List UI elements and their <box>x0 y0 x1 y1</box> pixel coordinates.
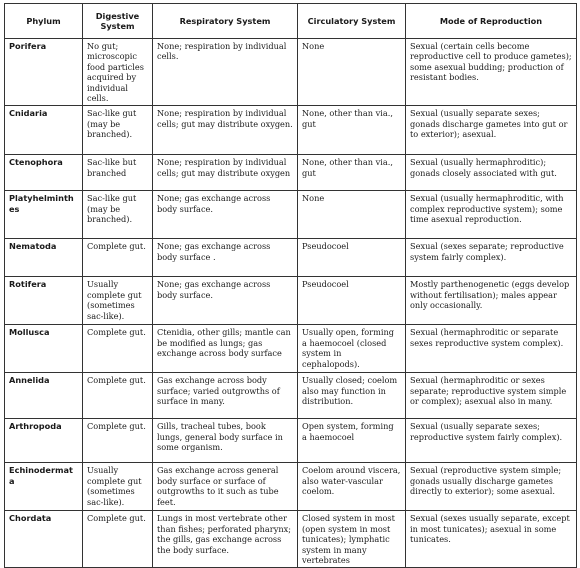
cell-reproduction: Sexual (certain cells become reproductive cell to produce gametes); some asexual budding; production of resistant bodies. <box>406 39 577 106</box>
cell-reproduction: Sexual (usually separate sexes; reproductive system fairly complex). <box>406 419 577 463</box>
phylum-comparison-table <box>4 3 577 568</box>
cell-respiratory: Gills, tracheal tubes, book lungs, general body surface in some organism. <box>153 419 298 463</box>
cell-reproduction: Sexual (hermaphroditic or sexes separate; reproductive system simple or complex); asexual also in many. <box>406 373 577 419</box>
header-circulatory-system: Circulatory System <box>298 4 406 39</box>
table-row <box>5 191 577 239</box>
cell-circulatory: Closed system in most (open system in most tunicates); lymphatic system in many vertebrates <box>298 511 406 568</box>
cell-reproduction: Mostly parthenogenetic (eggs develop without fertilisation); males appear only occasionally. <box>406 277 577 325</box>
cell-phylum: Chordata <box>5 511 83 568</box>
header-phylum: Phylum <box>5 4 83 39</box>
cell-reproduction: Sexual (usually hermaphroditic, with complex reproductive system); some time asexual reproduction. <box>406 191 577 239</box>
table-row <box>5 419 577 463</box>
header-digestive-system: Digestive System <box>83 4 153 39</box>
table-row <box>5 106 577 155</box>
table-row <box>5 511 577 568</box>
cell-circulatory: None <box>298 39 406 106</box>
table-row <box>5 155 577 191</box>
table-row <box>5 277 577 325</box>
cell-respiratory: None; gas exchange across body surface. <box>153 191 298 239</box>
table-row <box>5 325 577 373</box>
cell-circulatory: None, other than via., gut <box>298 155 406 191</box>
cell-digestive: Sac-like gut (may be branched). <box>83 191 153 239</box>
cell-respiratory: None; gas exchange across body surface. <box>153 277 298 325</box>
table-header-row <box>5 4 577 39</box>
cell-reproduction: Sexual (hermaphroditic or separate sexes reproductive system complex). <box>406 325 577 373</box>
table-row <box>5 39 577 106</box>
cell-phylum: Echinodermata <box>5 463 83 511</box>
cell-digestive: Usually complete gut (sometimes sac-like). <box>83 277 153 325</box>
cell-digestive: Sac-like but branched <box>83 155 153 191</box>
cell-digestive: Sac-like gut (may be branched). <box>83 106 153 155</box>
cell-reproduction: Sexual (reproductive system simple; gonads usually discharge gametes directly to exterior); some asexual. <box>406 463 577 511</box>
cell-digestive: Complete gut. <box>83 239 153 277</box>
cell-digestive: No gut; microscopic food particles acquired by individual cells. <box>83 39 153 106</box>
table-row <box>5 463 577 511</box>
cell-digestive: Complete gut. <box>83 419 153 463</box>
cell-digestive: Complete gut. <box>83 325 153 373</box>
table-row <box>5 239 577 277</box>
cell-phylum: Mollusca <box>5 325 83 373</box>
cell-respiratory: Ctenidia, other gills; mantle can be modified as lungs; gas exchange across body surface <box>153 325 298 373</box>
cell-phylum: Ctenophora <box>5 155 83 191</box>
cell-circulatory: Coelom around viscera, also water-vascular coelom. <box>298 463 406 511</box>
cell-respiratory: None; respiration by individual cells; gut may distribute oxygen. <box>153 106 298 155</box>
cell-circulatory: None, other than via., gut <box>298 106 406 155</box>
cell-phylum: Rotifera <box>5 277 83 325</box>
cell-phylum: Arthropoda <box>5 419 83 463</box>
table-row <box>5 373 577 419</box>
cell-circulatory: Usually open, forming a haemocoel (closed system in cephalopods). <box>298 325 406 373</box>
cell-phylum: Nematoda <box>5 239 83 277</box>
cell-circulatory: Open system, forming a haemocoel <box>298 419 406 463</box>
cell-reproduction: Sexual (usually separate sexes; gonads discharge gametes into gut or to exterior); asexual. <box>406 106 577 155</box>
cell-reproduction: Sexual (usually hermaphroditic); gonads closely associated with gut. <box>406 155 577 191</box>
cell-phylum: Annelida <box>5 373 83 419</box>
cell-phylum: Platyhelminthes <box>5 191 83 239</box>
cell-digestive: Complete gut. <box>83 511 153 568</box>
cell-circulatory: Pseudocoel <box>298 277 406 325</box>
cell-circulatory: Usually closed; coelom also may function in distribution. <box>298 373 406 419</box>
cell-respiratory: Gas exchange across body surface; varied outgrowths of surface in many. <box>153 373 298 419</box>
cell-respiratory: None; respiration by individual cells. <box>153 39 298 106</box>
cell-reproduction: Sexual (sexes usually separate, except in most tunicates); asexual in some tunicates. <box>406 511 577 568</box>
cell-reproduction: Sexual (sexes separate; reproductive system fairly complex). <box>406 239 577 277</box>
cell-respiratory: None; respiration by individual cells; gut may distribute oxygen <box>153 155 298 191</box>
cell-digestive: Complete gut. <box>83 373 153 419</box>
cell-respiratory: None; gas exchange across body surface . <box>153 239 298 277</box>
cell-phylum: Cnidaria <box>5 106 83 155</box>
cell-respiratory: Gas exchange across general body surface or surface of outgrowths to it such as tube feet. <box>153 463 298 511</box>
cell-respiratory: Lungs in most vertebrate other than fishes; perforated pharynx; the gills, gas exchange across the body surface. <box>153 511 298 568</box>
cell-circulatory: Pseudocoel <box>298 239 406 277</box>
cell-circulatory: None <box>298 191 406 239</box>
cell-digestive: Usually complete gut (sometimes sac-like). <box>83 463 153 511</box>
header-respiratory-system: Respiratory System <box>153 4 298 39</box>
header-mode-of-reproduction: Mode of Reproduction <box>406 4 577 39</box>
cell-phylum: Porifera <box>5 39 83 106</box>
